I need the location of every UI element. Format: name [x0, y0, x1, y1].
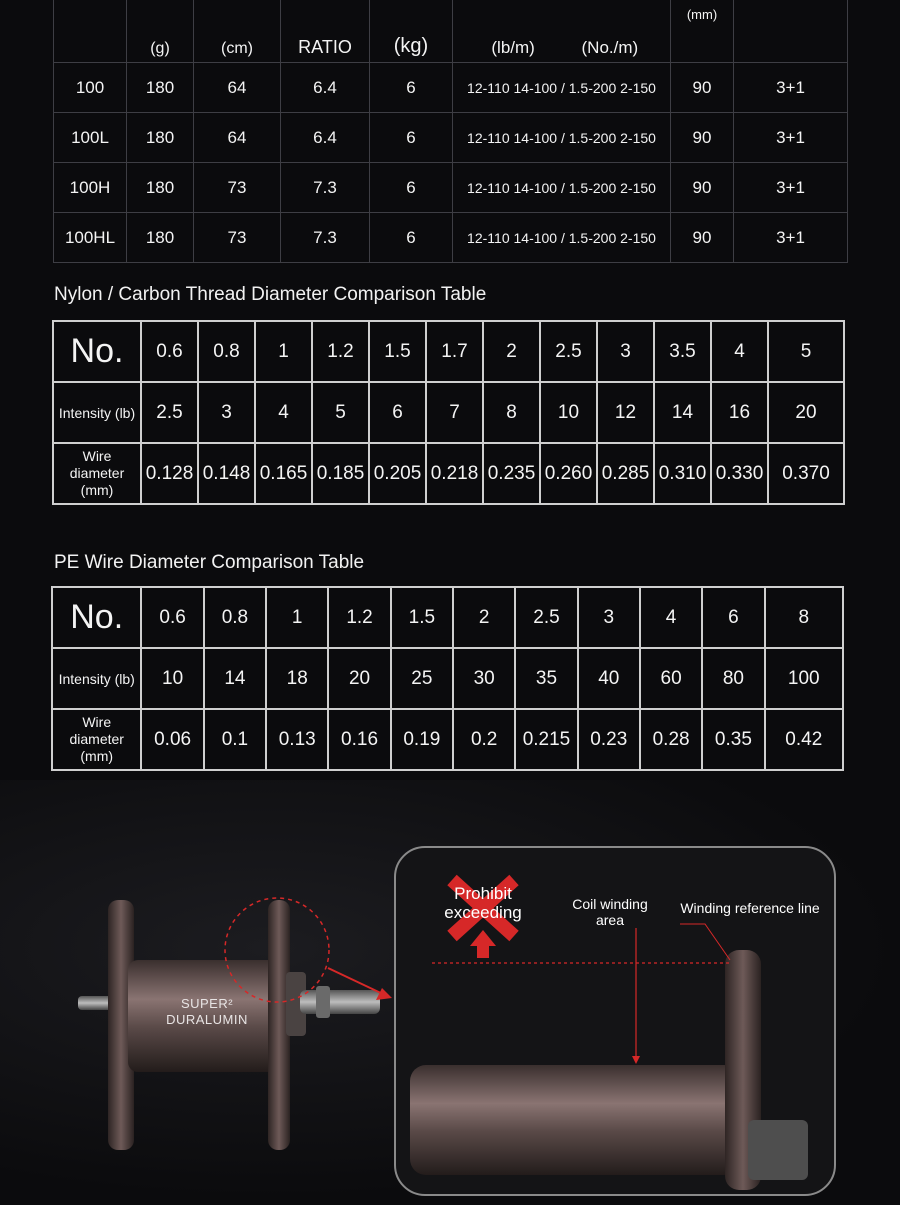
spec-header-line: [453, 0, 671, 63]
nylon-diameter-cell: 0.330: [711, 443, 768, 504]
pe-diameter-cell: 0.1: [204, 709, 266, 770]
nylon-intensity-cell: 16: [711, 382, 768, 443]
spec-bearing: 3+1: [734, 213, 848, 263]
nylon-no-cell: 3.5: [654, 321, 711, 382]
pe-no-cell: 0.8: [204, 587, 266, 648]
nylon-table-title: Nylon / Carbon Thread Diameter Comparison Table: [54, 284, 487, 305]
spec-ratio: 6.4: [281, 63, 370, 113]
pe-no-cell: 3: [578, 587, 640, 648]
spec-handle: 90: [671, 63, 734, 113]
pe-diameter-cell: 0.2: [453, 709, 515, 770]
pe-no-cell: 2.5: [515, 587, 577, 648]
spec-handle: 90: [671, 113, 734, 163]
pe-no-cell: 4: [640, 587, 702, 648]
spec-ratio: 7.3: [281, 213, 370, 263]
spec-retrieve: 73: [194, 163, 281, 213]
nylon-diameter-cell: 0.370: [768, 443, 844, 504]
nylon-intensity-row: [53, 382, 844, 443]
nylon-diameter-cell: 0.205: [369, 443, 426, 504]
spec-model: 100H: [54, 163, 127, 213]
spec-line: 12-110 14-100 / 1.5-200 2-150: [453, 213, 671, 263]
spec-header-weight: (g): [127, 0, 194, 63]
spool-brand-label: [152, 996, 262, 1028]
spec-header-ratio: RATIO: [281, 0, 370, 63]
spec-ratio: 7.3: [281, 163, 370, 213]
nylon-no-cell: 1.5: [369, 321, 426, 382]
spec-weight: 180: [127, 213, 194, 263]
pe-no-label: No.: [52, 587, 141, 648]
spec-model: 100HL: [54, 213, 127, 263]
nylon-diameter-cell: 0.235: [483, 443, 540, 504]
pe-table-title: PE Wire Diameter Comparison Table: [54, 552, 365, 573]
nylon-intensity-label: Intensity (lb): [53, 382, 141, 443]
spec-header-bearing: [734, 0, 848, 63]
nylon-intensity-cell: 10: [540, 382, 597, 443]
nylon-intensity-cell: 12: [597, 382, 654, 443]
spec-table: [53, 0, 848, 263]
pe-diameter-cell: 0.13: [266, 709, 328, 770]
spec-header-line-no: (No./m): [581, 38, 639, 57]
nylon-no-cell: 5: [768, 321, 844, 382]
spec-header-handle: (mm): [671, 0, 734, 63]
nylon-intensity-cell: 7: [426, 382, 483, 443]
nylon-table: [52, 320, 845, 505]
nylon-no-cell: 1: [255, 321, 312, 382]
spec-weight: 180: [127, 113, 194, 163]
pe-diameter-cell: 0.35: [702, 709, 764, 770]
nylon-diameter-cell: 0.128: [141, 443, 198, 504]
spec-weight: 180: [127, 63, 194, 113]
spec-line: 12-110 14-100 / 1.5-200 2-150: [453, 113, 671, 163]
pe-intensity-cell: 40: [578, 648, 640, 709]
nylon-no-cell: 4: [711, 321, 768, 382]
spec-handle: 90: [671, 213, 734, 263]
nylon-no-cell: 2.5: [540, 321, 597, 382]
pe-diameter-cell: 0.06: [141, 709, 203, 770]
nylon-diameter-label: Wire diameter (mm): [53, 443, 141, 504]
spec-line: 12-110 14-100 / 1.5-200 2-150: [453, 63, 671, 113]
pe-intensity-label: Intensity (lb): [52, 648, 141, 709]
spec-header-row: [54, 0, 848, 63]
spec-line: 12-110 14-100 / 1.5-200 2-150: [453, 163, 671, 213]
nylon-intensity-cell: 6: [369, 382, 426, 443]
pe-diameter-row: [52, 709, 843, 770]
spec-bearing: 3+1: [734, 163, 848, 213]
spec-header-drag: (kg): [370, 0, 453, 63]
nylon-diameter-cell: 0.185: [312, 443, 369, 504]
spool-brand-line2: DURALUMIN: [166, 1012, 248, 1027]
pe-diameter-cell: 0.16: [328, 709, 390, 770]
prohibit-exceeding-label: Prohibit exceeding: [444, 884, 522, 922]
nylon-no-row: [53, 321, 844, 382]
pe-intensity-cell: 100: [765, 648, 843, 709]
pe-diameter-cell: 0.42: [765, 709, 843, 770]
spec-drag: 6: [370, 63, 453, 113]
pe-intensity-cell: 25: [391, 648, 453, 709]
spec-drag: 6: [370, 163, 453, 213]
spec-header-retrieve: (cm): [194, 0, 281, 63]
pe-no-cell: 1.2: [328, 587, 390, 648]
pe-no-cell: 1: [266, 587, 328, 648]
pe-diameter-cell: 0.28: [640, 709, 702, 770]
pe-intensity-cell: 60: [640, 648, 702, 709]
pe-intensity-cell: 10: [141, 648, 203, 709]
nylon-intensity-cell: 2.5: [141, 382, 198, 443]
winding-reference-line-label: Winding reference line: [680, 900, 820, 916]
nylon-intensity-cell: 5: [312, 382, 369, 443]
pe-intensity-cell: 18: [266, 648, 328, 709]
nylon-intensity-cell: 4: [255, 382, 312, 443]
pe-no-cell: 8: [765, 587, 843, 648]
nylon-no-label: No.: [53, 321, 141, 382]
spec-header-line-lb: (lb/m): [491, 38, 535, 57]
spec-retrieve: 64: [194, 113, 281, 163]
nylon-no-cell: 3: [597, 321, 654, 382]
pe-no-cell: 2: [453, 587, 515, 648]
pe-intensity-cell: 20: [328, 648, 390, 709]
nylon-diameter-cell: 0.285: [597, 443, 654, 504]
pe-no-cell: 0.6: [141, 587, 203, 648]
pe-no-cell: 1.5: [391, 587, 453, 648]
nylon-no-cell: 1.7: [426, 321, 483, 382]
nylon-diameter-cell: 0.260: [540, 443, 597, 504]
spec-drag: 6: [370, 113, 453, 163]
nylon-no-cell: 0.8: [198, 321, 255, 382]
nylon-diameter-row: [53, 443, 844, 504]
spec-header-model: [54, 0, 127, 63]
nylon-diameter-cell: 0.165: [255, 443, 312, 504]
pe-diameter-cell: 0.19: [391, 709, 453, 770]
pe-no-cell: 6: [702, 587, 764, 648]
spec-row: [54, 113, 848, 163]
nylon-intensity-cell: 20: [768, 382, 844, 443]
pe-diameter-label: Wire diameter (mm): [52, 709, 141, 770]
spec-model: 100L: [54, 113, 127, 163]
nylon-no-cell: 1.2: [312, 321, 369, 382]
nylon-intensity-cell: 3: [198, 382, 255, 443]
pe-intensity-cell: 80: [702, 648, 764, 709]
spec-model: 100: [54, 63, 127, 113]
pe-diameter-cell: 0.23: [578, 709, 640, 770]
spec-bearing: 3+1: [734, 63, 848, 113]
nylon-diameter-cell: 0.218: [426, 443, 483, 504]
spec-handle: 90: [671, 163, 734, 213]
pe-intensity-row: [52, 648, 843, 709]
spec-retrieve: 73: [194, 213, 281, 263]
pe-intensity-cell: 35: [515, 648, 577, 709]
spec-row: [54, 213, 848, 263]
pe-intensity-cell: 30: [453, 648, 515, 709]
spec-row: [54, 63, 848, 113]
nylon-diameter-cell: 0.148: [198, 443, 255, 504]
spec-ratio: 6.4: [281, 113, 370, 163]
spool-brand-line1: SUPER²: [180, 996, 234, 1011]
nylon-intensity-cell: 14: [654, 382, 711, 443]
nylon-no-cell: 0.6: [141, 321, 198, 382]
spool-illustration-graphic: [0, 800, 900, 1200]
pe-intensity-cell: 14: [204, 648, 266, 709]
nylon-no-cell: 2: [483, 321, 540, 382]
pe-table: [51, 586, 844, 771]
spec-row: [54, 163, 848, 213]
spec-drag: 6: [370, 213, 453, 263]
spec-bearing: 3+1: [734, 113, 848, 163]
spec-retrieve: 64: [194, 63, 281, 113]
spec-weight: 180: [127, 163, 194, 213]
nylon-diameter-cell: 0.310: [654, 443, 711, 504]
coil-winding-area-label: Coil winding area: [572, 896, 648, 928]
nylon-intensity-cell: 8: [483, 382, 540, 443]
pe-diameter-cell: 0.215: [515, 709, 577, 770]
pe-no-row: [52, 587, 843, 648]
spool-illustration: [0, 800, 900, 1200]
